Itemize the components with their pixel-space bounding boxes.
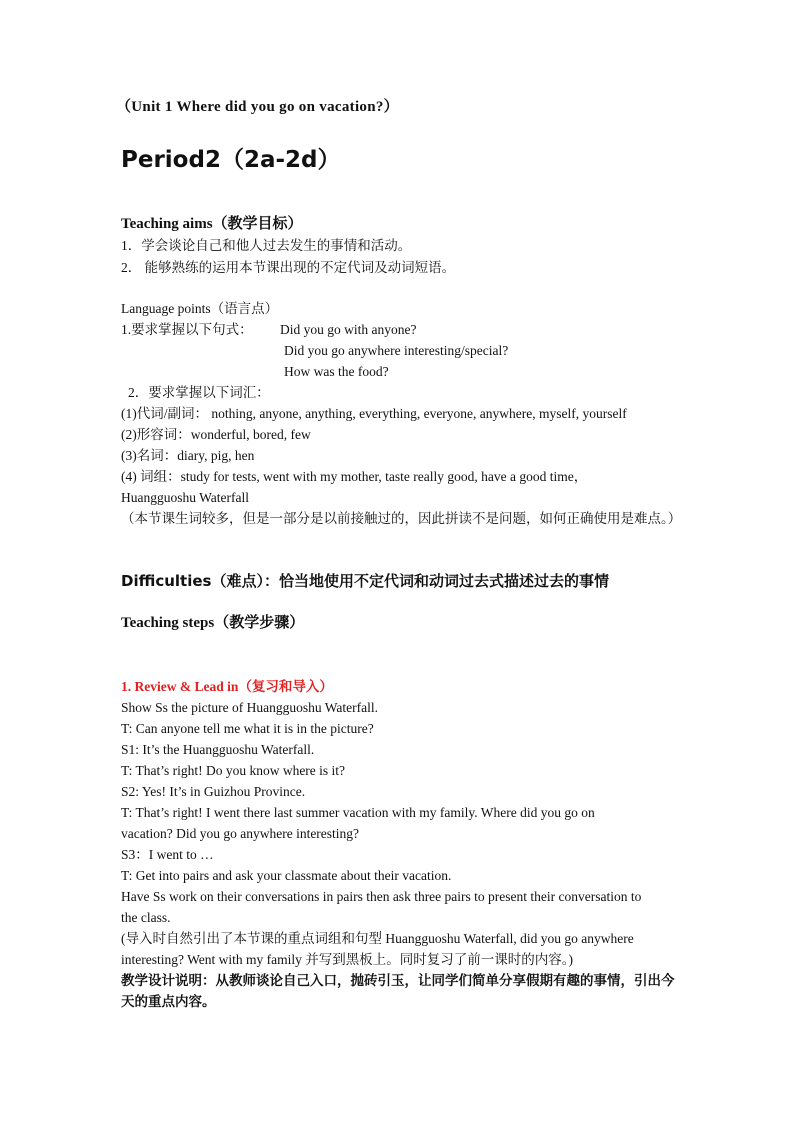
design-note-line: 教学设计说明：从教师谈论自己入口，抛砖引玉，让同学们简单分享假期有趣的事情，引出今	[121, 973, 675, 988]
step1-line: Show Ss the picture of Huangguoshu Waterfall.	[121, 700, 378, 715]
aim-item: 2． 能够熟练的运用本节课出现的不定代词及动词短语。	[121, 260, 456, 275]
language-points-heading: Language points（语言点）	[121, 301, 279, 316]
sentence-pattern: How was the food?	[284, 364, 389, 379]
vocab-line: (2)形容词：wonderful, bored, few	[121, 427, 311, 442]
step1-paragraph-line: T: That’s right! I went there last summer vacation with my family. Where did you go on	[121, 805, 595, 820]
design-note-line: 天的重点内容。	[121, 994, 216, 1009]
difficulties-heading: Difficulties（难点）：恰当地使用不定代词和动词过去式描述过去的事情	[121, 572, 609, 590]
period-title: Period2（2a-2d）	[121, 147, 341, 173]
step1-line: T: That’s right! Do you know where is it?	[121, 763, 346, 778]
teaching-aims-heading: Teaching aims（教学目标）	[121, 216, 303, 232]
language-note: （本节课生词较多，但是一部分是以前接触过的，因此拼读不是问题，如何正确使用是难点。）	[121, 511, 682, 526]
sentence-pattern: Did you go anywhere interesting/special?	[284, 343, 509, 358]
step1-note-line: interesting? Went with my family 并写到黑板上。同时复习了前一课时的内容。)	[121, 952, 573, 967]
step1-line: S1: It’s the Huangguoshu Waterfall.	[121, 742, 315, 757]
step1-note-line: (导入时自然引出了本节课的重点词组和句型 Huangguoshu Waterfall, did you go anywhere	[121, 931, 634, 946]
step1-heading: 1. Review & Lead in（复习和导入）	[121, 679, 333, 694]
step1-line: T: Can anyone tell me what it is in the picture?	[121, 721, 374, 736]
aim-item: 1．学会谈论自己和他人过去发生的事情和活动。	[121, 238, 412, 253]
vocab-label: 2．要求掌握以下词汇：	[128, 385, 270, 400]
step1-paragraph-line: Have Ss work on their conversations in pairs then ask three pairs to present their conversation to	[121, 889, 642, 904]
vocab-line: (3)名词：diary, pig, hen	[121, 448, 255, 463]
step1-line: T: Get into pairs and ask your classmate about their vacation.	[121, 868, 452, 883]
step1-paragraph-line: the class.	[121, 910, 171, 925]
vocab-line: (4) 词组：study for tests, went with my mother, taste really good, have a good time，	[121, 469, 588, 484]
teaching-steps-heading: Teaching steps（教学步骤）	[121, 615, 305, 631]
vocab-line: Huangguoshu Waterfall	[121, 490, 250, 505]
step1-line: S2: Yes! It’s in Guizhou Province.	[121, 784, 306, 799]
step1-paragraph-line: vacation? Did you go anywhere interesting?	[121, 826, 360, 841]
sentence-pattern: Did you go with anyone?	[280, 322, 417, 337]
sentences-label: 1.要求掌握以下句式：	[121, 322, 253, 337]
vocab-line: (1)代词/副词： nothing, anyone, anything, everything, everyone, anywhere, myself, yourself	[121, 406, 627, 421]
unit-title: （Unit 1 Where did you go on vacation?）	[116, 99, 399, 115]
step1-line: S3：I went to …	[121, 847, 214, 862]
